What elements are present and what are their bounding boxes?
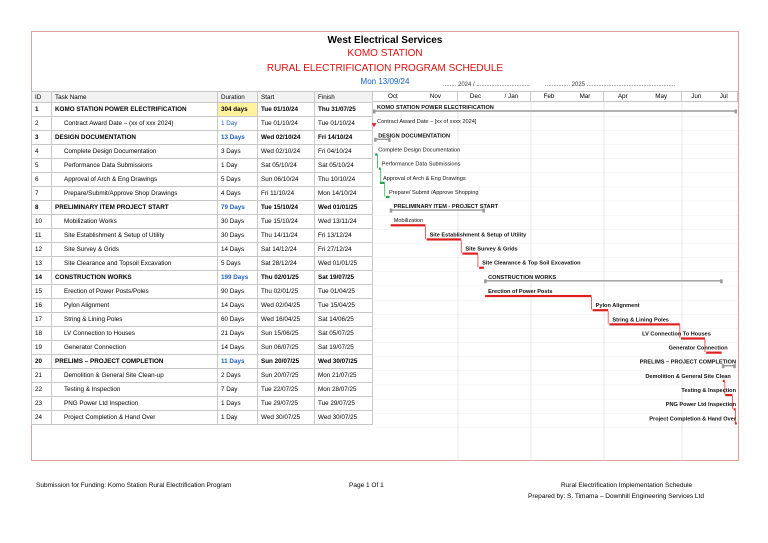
task-id: 11 xyxy=(32,229,52,243)
gantt-task-label: Performance Data Submissions xyxy=(381,161,461,168)
table-row[interactable] xyxy=(32,355,373,369)
company-title: West Electrical Services xyxy=(327,35,443,46)
task-start: Sat 05/10/24 xyxy=(258,159,315,173)
gantt-task-label: DESIGN DOCUMENTATION xyxy=(378,133,451,140)
summary-bar-cap xyxy=(373,110,376,114)
task-bar xyxy=(593,309,609,311)
task-start: Thu 14/11/24 xyxy=(258,229,315,243)
footer-page-number: Page 1 Of 1 xyxy=(349,482,384,489)
timeline-month: Nov xyxy=(429,93,441,100)
col-header-duration: Duration xyxy=(218,92,258,103)
table-row[interactable] xyxy=(32,201,373,215)
task-duration: 5 Days xyxy=(218,257,258,271)
timeline-period xyxy=(458,92,531,101)
table-row[interactable] xyxy=(32,187,373,201)
task-id: 4 xyxy=(32,145,52,159)
timeline-header xyxy=(372,91,738,102)
task-duration: 7 Day xyxy=(218,383,258,397)
task-finish: Sat 19/07/25 xyxy=(315,271,373,285)
task-duration: 1 Days xyxy=(218,397,258,411)
task-finish: Thu 31/07/25 xyxy=(315,103,373,117)
task-start: Wed 02/04/25 xyxy=(258,299,315,313)
task-duration: 304 days xyxy=(218,103,258,117)
gantt-task-label: Contract Award Date – [xx of xxxx 2024] xyxy=(377,119,477,126)
task-bar xyxy=(427,238,462,240)
task-start: Thu 02/01/25 xyxy=(258,285,315,299)
task-start: Wed 02/10/24 xyxy=(258,145,315,159)
gantt-task-label: KOMO STATION POWER ELECTRIFICATION xyxy=(377,105,494,111)
task-id: 21 xyxy=(32,369,52,383)
table-row[interactable] xyxy=(32,145,373,159)
task-name: Generator Connection xyxy=(52,341,218,355)
task-name: Erection of Power Posts/Poles xyxy=(52,285,218,299)
gantt-task-label: Approval of Arch & Eng Drawings xyxy=(382,175,466,182)
task-duration: 60 Days xyxy=(218,313,258,327)
table-row[interactable] xyxy=(32,117,373,131)
table-row[interactable] xyxy=(32,341,373,355)
table-row[interactable] xyxy=(32,369,373,383)
task-finish: Tue 15/04/25 xyxy=(315,299,373,313)
task-name: LV Connection to Houses xyxy=(52,327,218,341)
task-start: Tue 01/10/24 xyxy=(258,117,315,131)
task-duration: 90 Days xyxy=(218,285,258,299)
footer-schedule-name: Rural Electrification Implementation Schedule xyxy=(561,482,693,489)
station-title: KOMO STATION xyxy=(347,48,423,59)
task-start: Wed 16/04/25 xyxy=(258,313,315,327)
col-header-task-name: Task Name xyxy=(52,92,218,103)
timeline-month: May xyxy=(655,93,668,100)
timeline-month: Apr xyxy=(617,93,628,100)
summary-bar-cap xyxy=(374,138,377,142)
task-id: 15 xyxy=(32,285,52,299)
task-id: 20 xyxy=(32,355,52,369)
table-row[interactable] xyxy=(32,131,373,145)
task-id: 6 xyxy=(32,173,52,187)
task-name: Complete Design Documentation xyxy=(52,145,218,159)
year-2024-label: ........ 2024 / ................................ xyxy=(443,82,530,88)
task-start: Sat 28/12/24 xyxy=(258,257,315,271)
gantt-task-label: Project Completion & Hand Over xyxy=(649,416,736,423)
task-bar xyxy=(681,337,705,339)
schedule-title: RURAL ELECTRIFICATION PROGRAM SCHEDULE xyxy=(266,63,504,74)
timeline-month: Jul xyxy=(719,93,728,100)
gantt-task-label: Testing & Inspection xyxy=(681,388,736,394)
timeline-period xyxy=(531,92,604,101)
task-finish: Thu 10/10/24 xyxy=(315,173,373,187)
task-finish: Wed 30/07/25 xyxy=(315,355,373,369)
gantt-task-label: Demolition & General Site Clean xyxy=(645,373,731,380)
task-start: Wed 02/10/24 xyxy=(258,131,315,145)
gantt-task-label: CONSTRUCTION WORKS xyxy=(488,274,557,281)
gantt-task-label: Site Survey & Grids xyxy=(465,246,518,253)
task-duration: 3 Days xyxy=(218,145,258,159)
task-id: 12 xyxy=(32,243,52,257)
gantt-task-label: Site Establishment & Setup of Utility xyxy=(429,232,527,239)
task-name: CONSTRUCTION WORKS xyxy=(52,271,218,285)
task-finish: Sat 14/06/25 xyxy=(315,313,373,327)
task-duration: 1 Day xyxy=(218,411,258,425)
task-duration: 199 Days xyxy=(218,271,258,285)
task-bar xyxy=(479,267,484,269)
task-start: Tue 22/07/25 xyxy=(258,383,315,397)
task-duration: 14 Days xyxy=(218,299,258,313)
task-id: 22 xyxy=(32,383,52,397)
col-header-finish: Finish xyxy=(315,92,373,103)
task-id: 18 xyxy=(32,327,52,341)
task-name: PRELIMS – PROJECT COMPLETION xyxy=(52,355,218,369)
gantt-task-label: PRELIMS – PROJECT COMPLETION xyxy=(639,359,736,366)
task-duration: 14 Days xyxy=(218,341,258,355)
task-name: Performance Data Submissions xyxy=(52,159,218,173)
task-finish: Fri 13/12/24 xyxy=(315,229,373,243)
task-id: 1 xyxy=(32,103,52,117)
gantt-task-label: Erection of Power Posts xyxy=(488,288,553,295)
col-header-start: Start xyxy=(258,92,315,103)
table-row[interactable] xyxy=(32,411,373,425)
task-start: Sun 20/07/25 xyxy=(258,369,315,383)
table-row[interactable] xyxy=(32,299,373,313)
task-id: 19 xyxy=(32,341,52,355)
table-row[interactable] xyxy=(32,103,373,117)
table-row[interactable] xyxy=(32,285,373,299)
task-finish: Tue 29/07/25 xyxy=(315,397,373,411)
task-id: 8 xyxy=(32,201,52,215)
table-row[interactable] xyxy=(32,215,373,229)
footer-submission: Submission for Funding: Komo Station Rural Electrification Program xyxy=(36,482,232,489)
task-start: Thu 02/01/25 xyxy=(258,271,315,285)
timeline-period xyxy=(372,92,458,101)
timeline-month: Mar xyxy=(579,93,591,100)
timeline-month: Jun xyxy=(691,93,702,100)
task-duration: 14 Days xyxy=(218,243,258,257)
task-duration: 5 Days xyxy=(218,173,258,187)
task-name: Approval of Arch & Eng Drawings xyxy=(52,173,218,187)
gantt-bars xyxy=(372,102,738,461)
task-name: Mobilization Works xyxy=(52,215,218,229)
task-name: PRELIMINARY ITEM PROJECT START xyxy=(52,201,218,215)
task-bar xyxy=(609,323,679,325)
task-name: Project Completion & Hand Over xyxy=(52,411,218,425)
task-finish: Fri 14/10/24 xyxy=(315,131,373,145)
task-finish: Wed 01/01/25 xyxy=(315,257,373,271)
task-start: Tue 29/07/25 xyxy=(258,397,315,411)
task-finish: Fri 27/12/24 xyxy=(315,243,373,257)
gantt-task-label: Mobilization xyxy=(393,218,424,225)
task-start: Fri 11/10/24 xyxy=(258,187,315,201)
task-finish: Sat 19/07/25 xyxy=(315,341,373,355)
task-finish: Wed 01/01/25 xyxy=(315,201,373,215)
task-finish: Sat 05/07/25 xyxy=(315,327,373,341)
task-bar xyxy=(706,352,722,354)
year-2025-label: ............... 2025 ..................................................... xyxy=(545,82,676,88)
task-bar xyxy=(725,394,732,396)
summary-bar-cap xyxy=(720,279,723,283)
summary-bar-cap xyxy=(735,110,738,114)
task-bar xyxy=(723,380,725,382)
schedule-date: Mon 13/09/24 xyxy=(360,77,410,86)
task-id: 14 xyxy=(32,271,52,285)
task-duration: 11 Days xyxy=(218,355,258,369)
task-bar xyxy=(485,295,591,297)
task-finish: Tue 01/10/24 xyxy=(315,117,373,131)
task-finish: Wed 13/11/24 xyxy=(315,215,373,229)
timeline-period xyxy=(682,92,738,101)
task-id: 5 xyxy=(32,159,52,173)
task-duration: 30 Days xyxy=(218,215,258,229)
timeline-month: Dec xyxy=(469,93,481,100)
task-name: Demolition & General Site Clean-up xyxy=(52,369,218,383)
table-row[interactable] xyxy=(32,243,373,257)
task-duration: 4 Days xyxy=(218,187,258,201)
task-name: DESIGN DOCUMENTATION xyxy=(52,131,218,145)
task-id: 23 xyxy=(32,397,52,411)
task-duration: 30 Days xyxy=(218,229,258,243)
task-name: Site Clearance and Topsoil Excavation xyxy=(52,257,218,271)
task-bar xyxy=(391,224,426,226)
task-finish: Wed 30/07/25 xyxy=(315,411,373,425)
gantt-task-label: String & Lining Poles xyxy=(612,317,669,324)
task-bar xyxy=(375,153,377,155)
task-id: 2 xyxy=(32,117,52,131)
table-row[interactable] xyxy=(32,327,373,341)
task-id: 3 xyxy=(32,131,52,145)
task-id: 7 xyxy=(32,187,52,201)
task-bar xyxy=(386,196,390,198)
task-start: Tue 15/10/24 xyxy=(258,215,315,229)
table-row[interactable] xyxy=(32,313,373,327)
gantt-task-label: Generator Connection xyxy=(668,345,728,352)
table-row[interactable] xyxy=(32,229,373,243)
task-start: Tue 01/10/24 xyxy=(258,103,315,117)
milestone-marker xyxy=(372,123,377,127)
task-name: Site Survey & Grids xyxy=(52,243,218,257)
task-finish: Fri 04/10/24 xyxy=(315,145,373,159)
gantt-task-label: PRELIMINARY ITEM - PROJECT START xyxy=(393,204,499,211)
task-start: Sun 06/07/25 xyxy=(258,341,315,355)
gantt-chart xyxy=(372,91,738,461)
task-id: 16 xyxy=(32,299,52,313)
gantt-task-label: Pylon Alignment xyxy=(595,303,640,310)
task-name: Prepare/Submit/Approve Shop Drawings xyxy=(52,187,218,201)
table-row[interactable] xyxy=(32,271,373,285)
gantt-task-label: LV Connection To Houses xyxy=(642,331,711,338)
task-start: Sun 20/07/25 xyxy=(258,355,315,369)
task-id: 17 xyxy=(32,313,52,327)
task-start: Sun 06/10/24 xyxy=(258,173,315,187)
gantt-task-label: Site Clearance & Top Soil Excavation xyxy=(482,260,581,267)
task-start: Tue 15/10/24 xyxy=(258,201,315,215)
task-id: 24 xyxy=(32,411,52,425)
task-name: PNG Power Ltd Inspection xyxy=(52,397,218,411)
task-table xyxy=(31,91,373,425)
timeline-month: / Jan xyxy=(504,93,519,100)
task-bar xyxy=(379,168,381,170)
task-duration: 2 Days xyxy=(218,369,258,383)
gantt-task-label: Prepare/ Submit /Approve Shopping xyxy=(388,189,479,196)
timeline-month: Feb xyxy=(543,93,555,100)
summary-bar-cap xyxy=(484,279,487,283)
task-finish: Sat 05/10/24 xyxy=(315,159,373,173)
task-finish: Mon 14/10/24 xyxy=(315,187,373,201)
table-header xyxy=(32,92,373,103)
task-bar xyxy=(462,253,478,255)
task-finish: Mon 21/07/25 xyxy=(315,369,373,383)
timeline-month: Oct xyxy=(388,93,398,100)
task-name: String & Lining Poles xyxy=(52,313,218,327)
task-name: KOMO STATION POWER ELECTRIFICATION xyxy=(52,103,218,117)
table-row[interactable] xyxy=(32,383,373,397)
table-row[interactable] xyxy=(32,173,373,187)
task-name: Testing & Inspection xyxy=(52,383,218,397)
task-name: Contract Award Date – (xx of xxx 2024) xyxy=(52,117,218,131)
task-duration: 1 Day xyxy=(218,159,258,173)
task-start: Sun 15/06/25 xyxy=(258,327,315,341)
table-row[interactable] xyxy=(32,397,373,411)
task-duration: 79 Days xyxy=(218,201,258,215)
gantt-task-label: Complete Design Documentation xyxy=(378,147,461,154)
table-row[interactable] xyxy=(32,257,373,271)
task-name: Site Establishment & Setup of Utility xyxy=(52,229,218,243)
task-duration: 21 Days xyxy=(218,327,258,341)
task-start: Sat 14/12/24 xyxy=(258,243,315,257)
task-bar xyxy=(734,408,736,410)
table-row[interactable] xyxy=(32,159,373,173)
task-duration: 13 Days xyxy=(218,131,258,145)
task-finish: Mon 28/07/25 xyxy=(315,383,373,397)
col-header-id: ID xyxy=(32,92,52,103)
task-id: 13 xyxy=(32,257,52,271)
gantt-task-label: PNG Power Ltd Inspection xyxy=(665,402,736,409)
task-finish: Tue 01/04/25 xyxy=(315,285,373,299)
task-id: 10 xyxy=(32,215,52,229)
summary-bar-cap xyxy=(390,209,393,213)
task-start: Wed 30/07/25 xyxy=(258,411,315,425)
task-duration: 1 Day xyxy=(218,117,258,131)
footer-prepared-by: Prepared by: S. Timama – Downhill Engineering Services Ltd xyxy=(528,493,704,500)
task-name: Pylon Alignment xyxy=(52,299,218,313)
timeline-period xyxy=(604,92,682,101)
